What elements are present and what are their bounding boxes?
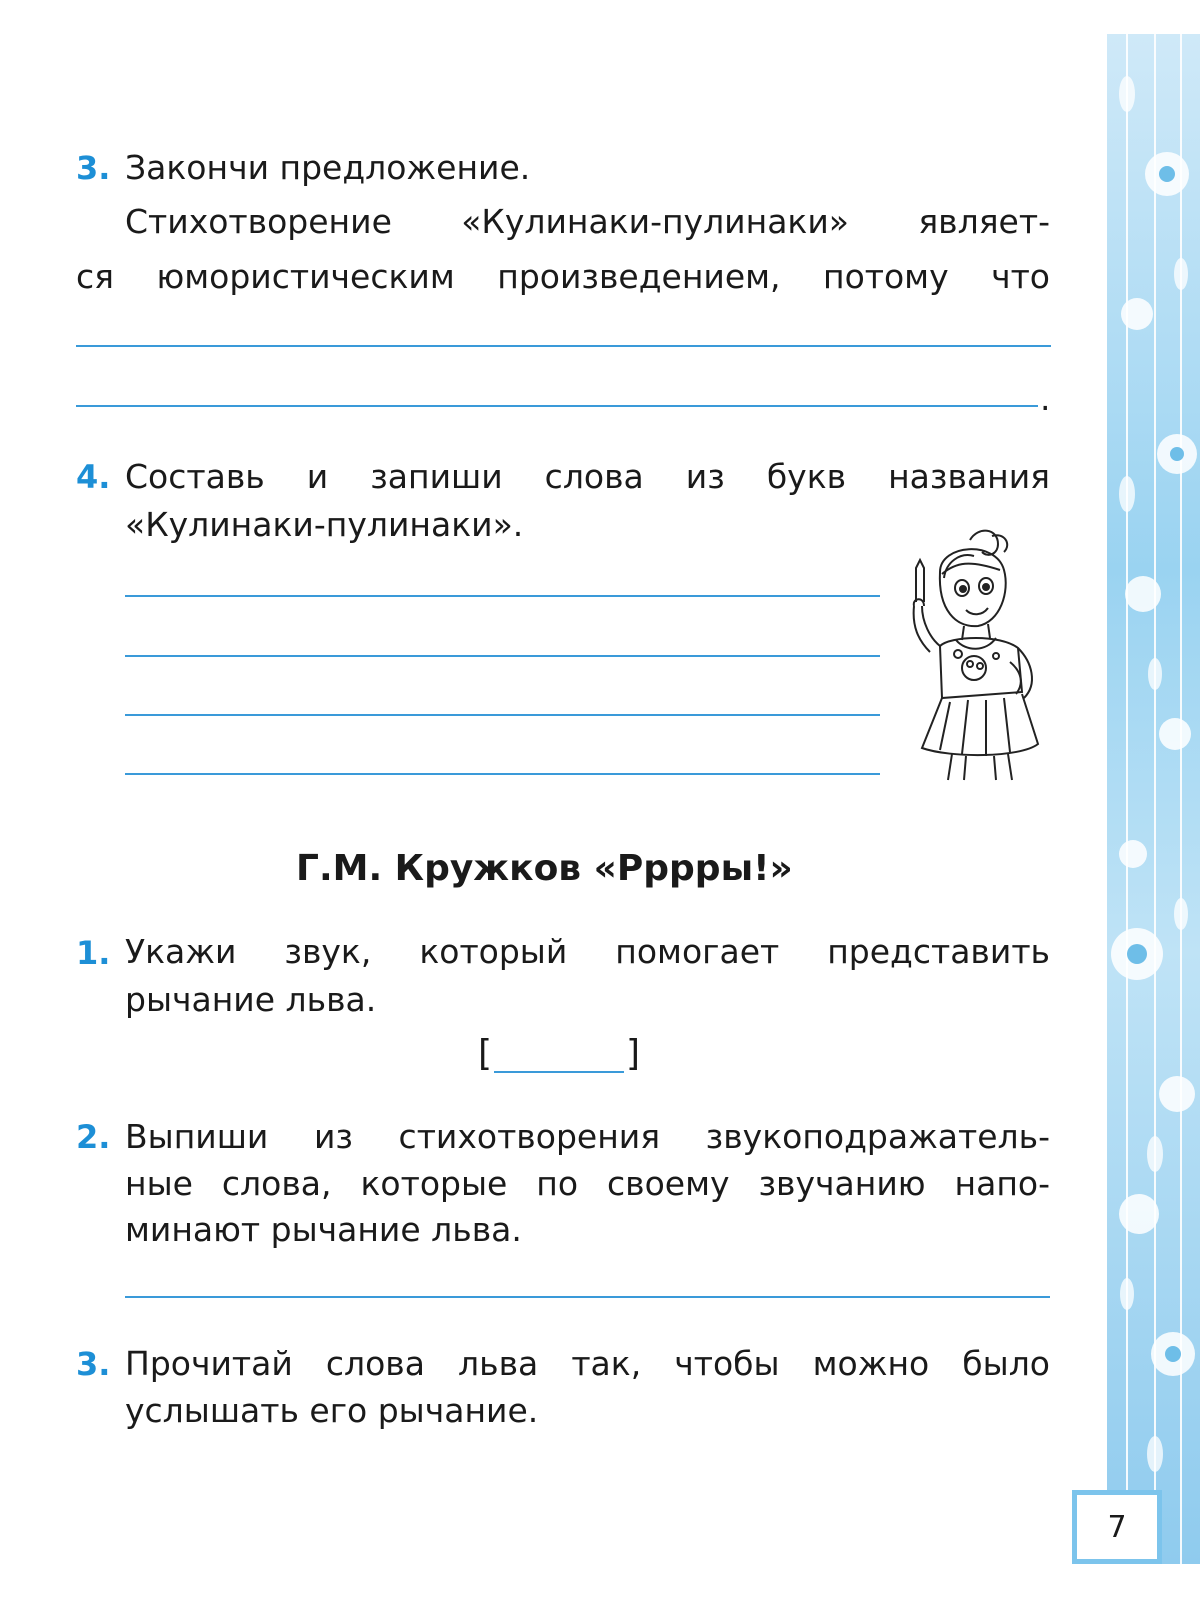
task-text-line: услышать его рычание. bbox=[125, 1391, 539, 1430]
task-text-line: Стихотворение «Кулинаки-пулинаки» являет- bbox=[125, 202, 1050, 241]
task-text-line: Выпиши из стихотворения звукоподражатель- bbox=[125, 1117, 1050, 1156]
answer-line[interactable] bbox=[125, 1296, 1050, 1298]
task-text-line: рычание льва. bbox=[125, 980, 377, 1019]
task-text-line: «Кулинаки-пулинаки». bbox=[125, 505, 524, 544]
task-text-line: ся юмористическим произведением, потому что bbox=[76, 257, 1050, 296]
task-text-line: Прочитай слова льва так, чтобы можно было bbox=[125, 1344, 1050, 1383]
sentence-end-mark: . bbox=[1040, 379, 1051, 418]
answer-line[interactable] bbox=[76, 405, 1038, 407]
task-number: 4. bbox=[76, 458, 111, 496]
answer-line[interactable] bbox=[76, 345, 1051, 347]
sound-answer-line[interactable] bbox=[494, 1071, 624, 1073]
decorative-floral-border bbox=[1107, 34, 1200, 1564]
girl-with-pencil-illustration bbox=[900, 522, 1050, 782]
task-number: 3. bbox=[76, 1345, 111, 1383]
task-number: 1. bbox=[76, 934, 111, 972]
task-text-line: Составь и запиши слова из букв названия bbox=[125, 457, 1050, 496]
task-number: 2. bbox=[76, 1118, 111, 1156]
answer-line[interactable] bbox=[125, 714, 880, 716]
bracket-close: ] bbox=[626, 1033, 641, 1074]
task-text-line: Укажи звук, который помогает представить bbox=[125, 932, 1050, 971]
bracket-open: [ bbox=[478, 1033, 493, 1074]
answer-line[interactable] bbox=[125, 655, 880, 657]
answer-line[interactable] bbox=[125, 773, 880, 775]
task-number: 3. bbox=[76, 149, 111, 187]
section-title: Г.М. Кружков «Рррры!» bbox=[296, 848, 793, 889]
task-prompt: Закончи предложение. bbox=[125, 148, 531, 187]
flower-pattern-icon bbox=[1107, 34, 1200, 1564]
answer-line[interactable] bbox=[125, 595, 880, 597]
page-number: 7 bbox=[1107, 1509, 1127, 1545]
task-text-line: минают рычание льва. bbox=[125, 1210, 522, 1249]
task-text-line: ные слова, которые по своему звучанию напо- bbox=[125, 1164, 1050, 1203]
page-number-box bbox=[1072, 1490, 1162, 1564]
